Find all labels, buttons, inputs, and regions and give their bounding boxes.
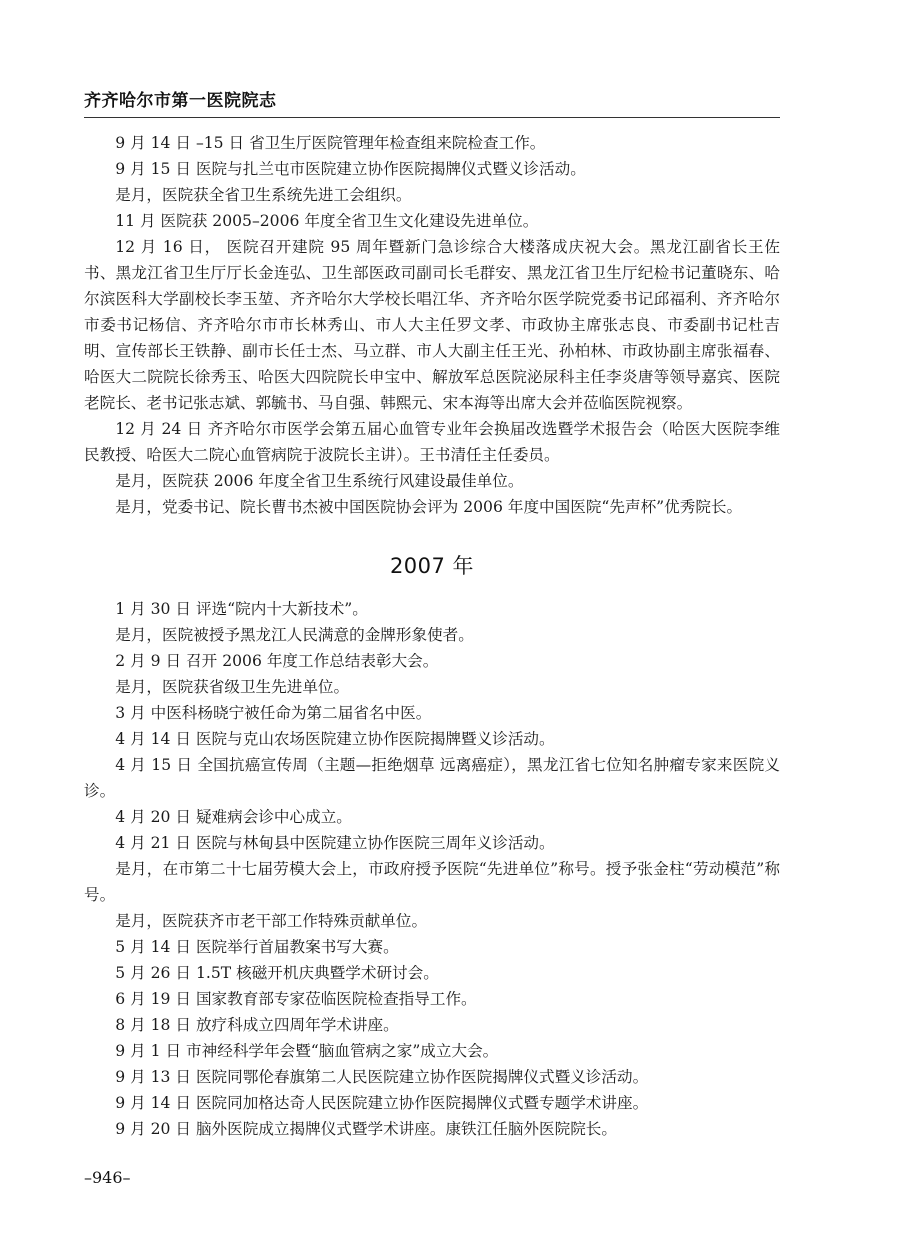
- entry-paragraph: 是月，医院被授予黑龙江人民满意的金牌形象使者。: [115, 626, 474, 644]
- section-2007-entries: [84, 596, 780, 1142]
- entry-paragraph: 8 月 18 日 放疗科成立四周年学术讲座。: [115, 1016, 399, 1034]
- entry-paragraph: 9 月 15 日 医院与扎兰屯市医院建立协作医院揭牌仪式暨义诊活动。: [115, 160, 586, 178]
- entry-paragraph: 是月，医院获 2006 年度全省卫生系统行风建设最佳单位。: [115, 472, 524, 490]
- entry-paragraph: 是月，医院获省级卫生先进单位。: [115, 678, 350, 696]
- entry-paragraph: 4 月 14 日 医院与克山农场医院建立协作医院揭牌暨义诊活动。: [115, 730, 555, 748]
- entry-paragraph: 6 月 19 日 国家教育部专家莅临医院检查指导工作。: [115, 990, 477, 1008]
- running-head-title: 齐齐哈尔市第一医院院志: [84, 86, 780, 118]
- page-number: –946–: [84, 1168, 131, 1187]
- entry-paragraph: 9 月 14 日 医院同加格达奇人民医院建立协作医院揭牌仪式暨专题学术讲座。: [115, 1094, 649, 1112]
- entry-paragraph: 12 月 16 日， 医院召开建院 95 周年暨新门急诊综合大楼落成庆祝大会。黑龙江副省长王佐书、黑龙江省卫生厅厅长金连弘、卫生部医政司副司长毛群安、黑龙江省卫生厅纪检书记董晓东、哈尔滨医科大学副校长李玉堃、齐齐哈尔大学校长唱江华、齐齐哈尔医学院党委书记邱福利、齐齐哈尔市委书记杨信、齐齐哈尔市市长林秀山、市人大主任罗文孝、市政协主席张志良、市委副书记杜吉明、宣传部长王铁静、副市长任士杰、马立群、市人大副主任王光、孙柏林、市政协副主席张福春、哈医大二院院长徐秀玉、哈医大四院院长申宝中、解放军总医院泌尿科主任李炎唐等领导嘉宾、医院老院长、老书记张志斌、郭毓书、马自强、韩熙元、宋本海等出席大会并莅临医院视察。: [84, 238, 780, 412]
- entry-paragraph: 4 月 20 日 疑难病会诊中心成立。: [115, 808, 352, 826]
- section-2006-entries: [84, 130, 780, 520]
- entry-paragraph: 5 月 26 日 1.5T 核磁开机庆典暨学术研讨会。: [115, 964, 439, 982]
- entry-paragraph: 3 月 中医科杨晓宁被任命为第二届省名中医。: [115, 704, 432, 722]
- entry-paragraph: 是月，医院获全省卫生系统先进工会组织。: [115, 186, 412, 204]
- entry-paragraph: 12 月 24 日 齐齐哈尔市医学会第五届心血管专业年会换届改选暨学术报告会（哈医大医院李维民教授、哈医大二院心血管病院于波院长主讲）。王书清任主任委员。: [84, 420, 780, 464]
- entry-paragraph: 9 月 20 日 脑外医院成立揭牌仪式暨学术讲座。康铁江任脑外医院院长。: [115, 1120, 617, 1138]
- entry-paragraph: 2 月 9 日 召开 2006 年度工作总结表彰大会。: [115, 652, 439, 670]
- year-heading-2007: 2007 年: [389, 554, 475, 578]
- entry-paragraph: 9 月 1 日 市神经科学年会暨“脑血管病之家”成立大会。: [115, 1042, 499, 1060]
- entry-paragraph: 是月，党委书记、院长曹书杰被中国医院协会评为 2006 年度中国医院“先声杯”优秀院长。: [115, 498, 743, 516]
- entry-paragraph: 9 月 13 日 医院同鄂伦春旗第二人民医院建立协作医院揭牌仪式暨义诊活动。: [115, 1068, 649, 1086]
- entry-paragraph: 4 月 21 日 医院与林甸县中医院建立协作医院三周年义诊活动。: [115, 834, 555, 852]
- entry-paragraph: 11 月 医院获 2005–2006 年度全省卫生文化建设先进单位。: [115, 212, 539, 230]
- entry-paragraph: 是月，医院获齐市老干部工作特殊贡献单位。: [115, 912, 428, 930]
- entry-paragraph: 5 月 14 日 医院举行首届教案书写大赛。: [115, 938, 399, 956]
- entry-paragraph: 9 月 14 日 –15 日 省卫生厅医院管理年检查组来院检查工作。: [115, 134, 546, 152]
- entry-paragraph: 4 月 15 日 全国抗癌宣传周（主题—拒绝烟草 远离癌症），黑龙江省七位知名肿瘤专家来医院义诊。: [84, 756, 780, 800]
- entry-paragraph: 1 月 30 日 评选“院内十大新技术”。: [115, 600, 368, 618]
- entry-paragraph: 是月，在市第二十七届劳模大会上，市政府授予医院“先进单位”称号。授予张金柱“劳动模范”称号。: [84, 860, 780, 904]
